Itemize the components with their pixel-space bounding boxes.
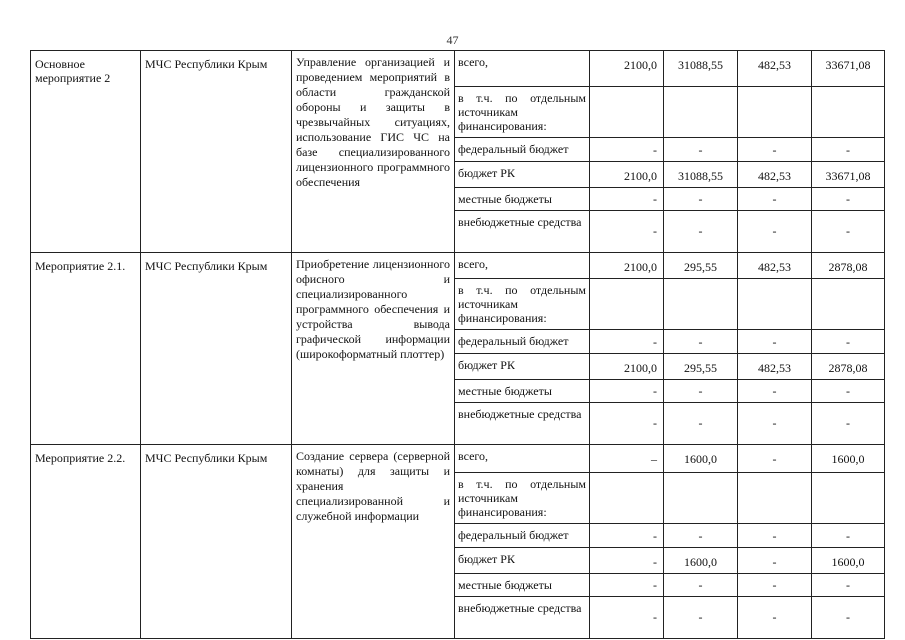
amount-v4: - <box>812 188 885 211</box>
funding-source: бюджет РК <box>455 162 590 188</box>
amount-v4: 2878,08 <box>812 354 885 380</box>
funding-source: внебюджетные средства <box>455 403 590 445</box>
amount-v2: 295,55 <box>664 253 738 279</box>
table-body <box>31 51 885 639</box>
funding-source: всего, <box>455 253 590 279</box>
amount-v3: - <box>738 188 812 211</box>
page-number: 47 <box>446 33 459 47</box>
amount-v4: - <box>812 330 885 354</box>
amount-v1 <box>590 87 664 138</box>
amount-v4: - <box>812 380 885 403</box>
amount-v2 <box>664 279 738 330</box>
amount-v4 <box>812 87 885 138</box>
group-description: Управление организацией и проведением мероприятий в области гражданской обороны и защиты в чрезвычайных ситуациях, использование ГИС ЧС на базе специализированного лицензионного программного обеспечения <box>292 51 455 253</box>
amount-v2: - <box>664 330 738 354</box>
table-row <box>31 445 885 473</box>
amount-v4: 1600,0 <box>812 548 885 574</box>
group-name: Мероприятие 2.1. <box>31 253 141 445</box>
amount-v2: - <box>664 597 738 639</box>
amount-v1: - <box>590 548 664 574</box>
amount-v4: - <box>812 524 885 548</box>
funding-source: бюджет РК <box>455 548 590 574</box>
funding-source: местные бюджеты <box>455 574 590 597</box>
amount-v3: - <box>738 524 812 548</box>
amount-v1: – <box>590 445 664 473</box>
amount-v3: - <box>738 211 812 253</box>
amount-v4: - <box>812 403 885 445</box>
amount-v1: - <box>590 188 664 211</box>
group-executor: МЧС Республики Крым <box>141 253 292 445</box>
funding-source: в т.ч. по отдельным источникам финансирования: <box>455 279 590 330</box>
amount-v2: - <box>664 403 738 445</box>
amount-v4: - <box>812 597 885 639</box>
group-description: Приобретение лицензионного офисного и специализированного программного обеспечения и устройства вывода графической информации (широкоформатный плоттер) <box>292 253 455 445</box>
amount-v2: - <box>664 524 738 548</box>
amount-v1: 2100,0 <box>590 51 664 87</box>
amount-v1: - <box>590 597 664 639</box>
amount-v4 <box>812 473 885 524</box>
funding-table-grid <box>30 50 885 639</box>
amount-v2: 1600,0 <box>664 548 738 574</box>
funding-source: федеральный бюджет <box>455 524 590 548</box>
amount-v3: - <box>738 548 812 574</box>
amount-v3: - <box>738 138 812 162</box>
funding-source: внебюджетные средства <box>455 211 590 253</box>
amount-v4: 1600,0 <box>812 445 885 473</box>
amount-v3: - <box>738 403 812 445</box>
funding-source: в т.ч. по отдельным источникам финансирования: <box>455 87 590 138</box>
group-name: Мероприятие 2.2. <box>31 445 141 639</box>
amount-v2: - <box>664 380 738 403</box>
amount-v3: 482,53 <box>738 354 812 380</box>
amount-v1: - <box>590 380 664 403</box>
amount-v1: - <box>590 138 664 162</box>
amount-v3 <box>738 279 812 330</box>
amount-v3: - <box>738 445 812 473</box>
amount-v4: - <box>812 138 885 162</box>
amount-v1: 2100,0 <box>590 253 664 279</box>
amount-v2: 1600,0 <box>664 445 738 473</box>
amount-v2: 31088,55 <box>664 51 738 87</box>
amount-v2: - <box>664 138 738 162</box>
table-row <box>31 51 885 87</box>
funding-source: федеральный бюджет <box>455 138 590 162</box>
funding-source: всего, <box>455 51 590 87</box>
group-name: Основное мероприятие 2 <box>31 51 141 253</box>
amount-v2: - <box>664 211 738 253</box>
amount-v3: - <box>738 597 812 639</box>
amount-v3: - <box>738 380 812 403</box>
amount-v1: - <box>590 330 664 354</box>
amount-v3: - <box>738 574 812 597</box>
group-executor: МЧС Республики Крым <box>141 51 292 253</box>
amount-v4: - <box>812 211 885 253</box>
amount-v2: 31088,55 <box>664 162 738 188</box>
group-executor: МЧС Республики Крым <box>141 445 292 639</box>
amount-v2 <box>664 473 738 524</box>
amount-v1 <box>590 473 664 524</box>
amount-v1 <box>590 279 664 330</box>
amount-v4: 33671,08 <box>812 51 885 87</box>
funding-source: в т.ч. по отдельным источникам финансирования: <box>455 473 590 524</box>
amount-v2: - <box>664 574 738 597</box>
amount-v1: - <box>590 403 664 445</box>
table-row <box>31 253 885 279</box>
amount-v1: - <box>590 574 664 597</box>
funding-source: внебюджетные средства <box>455 597 590 639</box>
amount-v3: - <box>738 330 812 354</box>
funding-source: местные бюджеты <box>455 188 590 211</box>
amount-v1: - <box>590 211 664 253</box>
funding-source: бюджет РК <box>455 354 590 380</box>
funding-table <box>30 50 884 639</box>
amount-v3 <box>738 87 812 138</box>
funding-source: местные бюджеты <box>455 380 590 403</box>
amount-v3: 482,53 <box>738 253 812 279</box>
amount-v4: 2878,08 <box>812 253 885 279</box>
amount-v1: - <box>590 524 664 548</box>
funding-source: всего, <box>455 445 590 473</box>
amount-v1: 2100,0 <box>590 354 664 380</box>
funding-source: федеральный бюджет <box>455 330 590 354</box>
amount-v2: 295,55 <box>664 354 738 380</box>
amount-v1: 2100,0 <box>590 162 664 188</box>
amount-v3 <box>738 473 812 524</box>
amount-v4: - <box>812 574 885 597</box>
amount-v4: 33671,08 <box>812 162 885 188</box>
amount-v4 <box>812 279 885 330</box>
amount-v2: - <box>664 188 738 211</box>
amount-v3: 482,53 <box>738 51 812 87</box>
group-description: Создание сервера (серверной комнаты) для защиты и хранения специализированной и служебной информации <box>292 445 455 639</box>
amount-v3: 482,53 <box>738 162 812 188</box>
amount-v2 <box>664 87 738 138</box>
